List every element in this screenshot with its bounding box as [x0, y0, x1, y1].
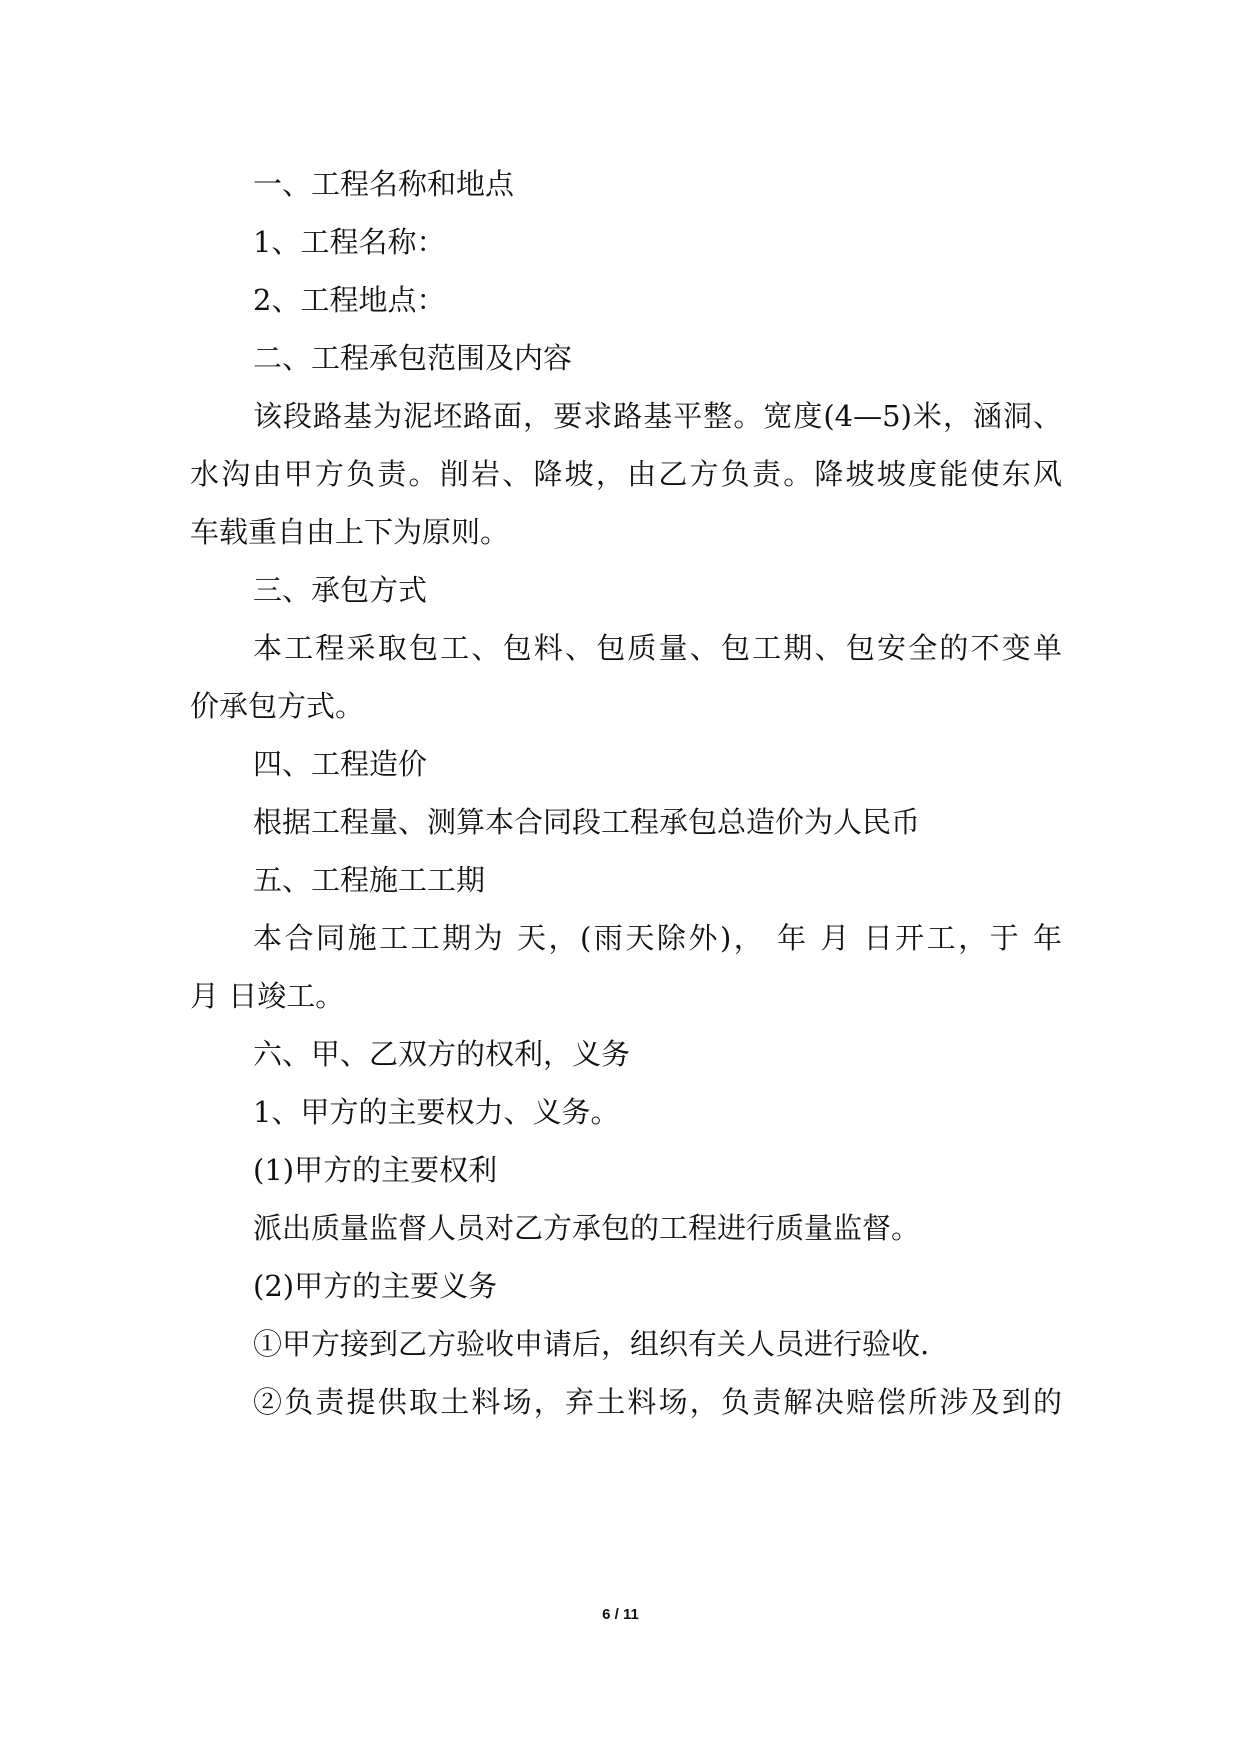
project-name-item: 1、工程名称： [253, 225, 446, 259]
paragraph-line: 本工程采取包工、包料、包质量、包工期、包安全的不变单 [253, 631, 1062, 665]
section-heading-2: 二、工程承包范围及内容 [253, 341, 573, 375]
paragraph-line: 派出质量监督人员对乙方承包的工程进行质量监督。 [253, 1211, 921, 1245]
paragraph-line: 该段路基为泥坯路面，要求路基平整。宽度(4—5)米，涵洞、 [253, 399, 1062, 433]
section-heading-5: 五、工程施工工期 [253, 863, 486, 897]
section-heading-1: 一、工程名称和地点 [253, 167, 515, 201]
list-item: ①甲方接到乙方验收申请后，组织有关人员进行验收. [253, 1327, 930, 1361]
project-location-item: 2、工程地点： [253, 283, 446, 317]
paragraph-line: 价承包方式。 [190, 689, 365, 723]
list-item: ②负责提供取土料场，弃土料场，负责解决赔偿所涉及到的 [253, 1385, 1062, 1419]
paragraph-line: 本合同施工工期为 天，(雨天除外)， 年 月 日开工，于 年 [253, 921, 1062, 955]
paragraph-line: 根据工程量、测算本合同段工程承包总造价为人民币 [253, 805, 921, 839]
subsection-heading: (2)甲方的主要义务 [253, 1269, 498, 1303]
subsection-heading: (1)甲方的主要权利 [253, 1153, 498, 1187]
paragraph-line: 月 日竣工。 [190, 979, 345, 1013]
section-heading-3: 三、承包方式 [253, 573, 428, 607]
page-number: 6 / 11 [602, 1606, 639, 1623]
section-heading-6: 六、甲、乙双方的权利，义务 [253, 1037, 631, 1071]
paragraph-line: 车载重自由上下为原则。 [190, 515, 510, 549]
section-heading-4: 四、工程造价 [253, 747, 428, 781]
subsection-heading: 1、甲方的主要权力、义务。 [253, 1095, 620, 1129]
paragraph-line: 水沟由甲方负责。削岩、降坡，由乙方负责。降坡坡度能使东风 [190, 457, 1062, 491]
